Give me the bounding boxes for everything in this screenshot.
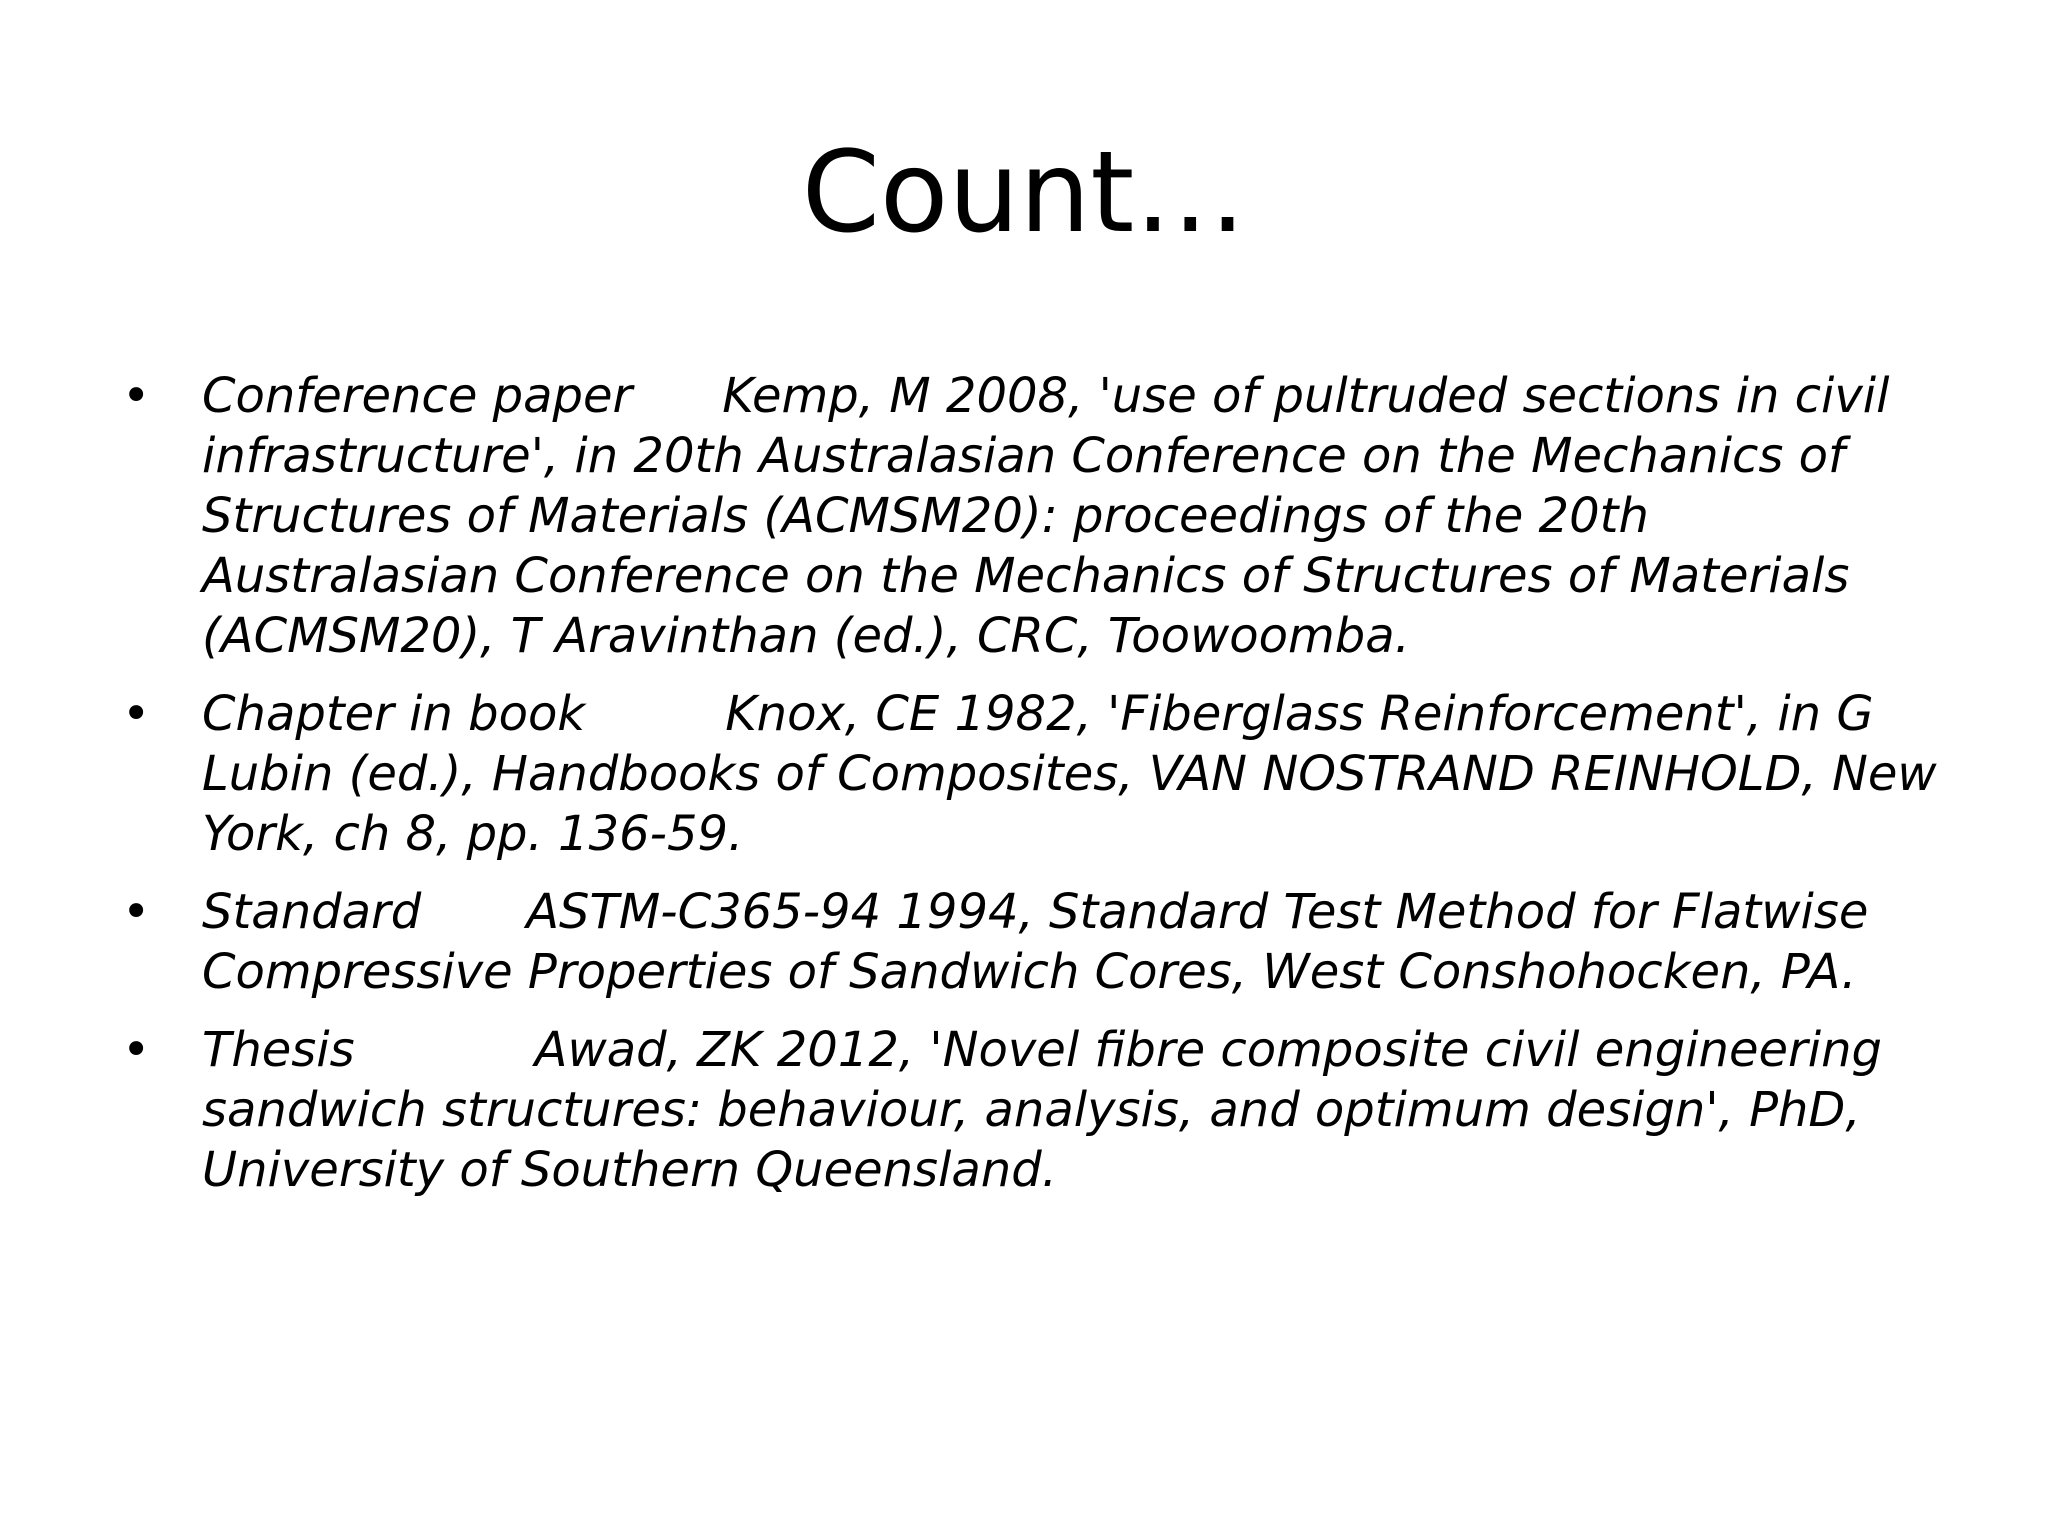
bullet-icon: • xyxy=(122,368,151,424)
slide-title: Count… xyxy=(801,128,1247,258)
list-item-standard xyxy=(122,882,1952,1002)
reference-text: Knox, CE 1982, 'Fiberglass Reinforcement', in G Lubin (ed.), Handbooks of Composites, VAN NOSTRAND REINHOLD, New York, ch 8, pp. 136-59. xyxy=(202,686,1937,862)
bullet-icon: • xyxy=(122,1022,151,1078)
reference-text: Kemp, M 2008, 'use of pultruded sections in civil infrastructure', in 20th Australasian Conference on the Mechanics of Structures of Materials (ACMSM20): proceedings of the 20th Australasian Conference on the Mechanics of Structures of Materials (ACMSM20), T Aravinthan (ed.), CRC, Toowoomba. xyxy=(202,368,1890,664)
reference-text: ASTM-C365-94 1994, Standard Test Method for Flatwise Compressive Properties of Sandwich Cores, West Conshohocken, PA. xyxy=(202,884,1869,1000)
reference-text: Awad, ZK 2012, 'Novel fibre composite civil engineering sandwich structures: behaviour, analysis, and optimum design', PhD, University of Southern Queensland. xyxy=(202,1022,1882,1198)
bullet-icon: • xyxy=(122,884,151,940)
list-item-chapter-in-book xyxy=(122,684,1952,864)
bullet-icon: • xyxy=(122,686,151,742)
list-item-thesis xyxy=(122,1020,1952,1200)
list-item-conference-paper xyxy=(122,366,1952,666)
reference-type-label: Thesis xyxy=(202,1022,355,1078)
reference-type-label: Chapter in book xyxy=(202,686,586,742)
reference-type-label: Conference paper xyxy=(202,368,633,424)
reference-list xyxy=(122,366,1952,1218)
reference-type-label: Standard xyxy=(202,884,422,940)
